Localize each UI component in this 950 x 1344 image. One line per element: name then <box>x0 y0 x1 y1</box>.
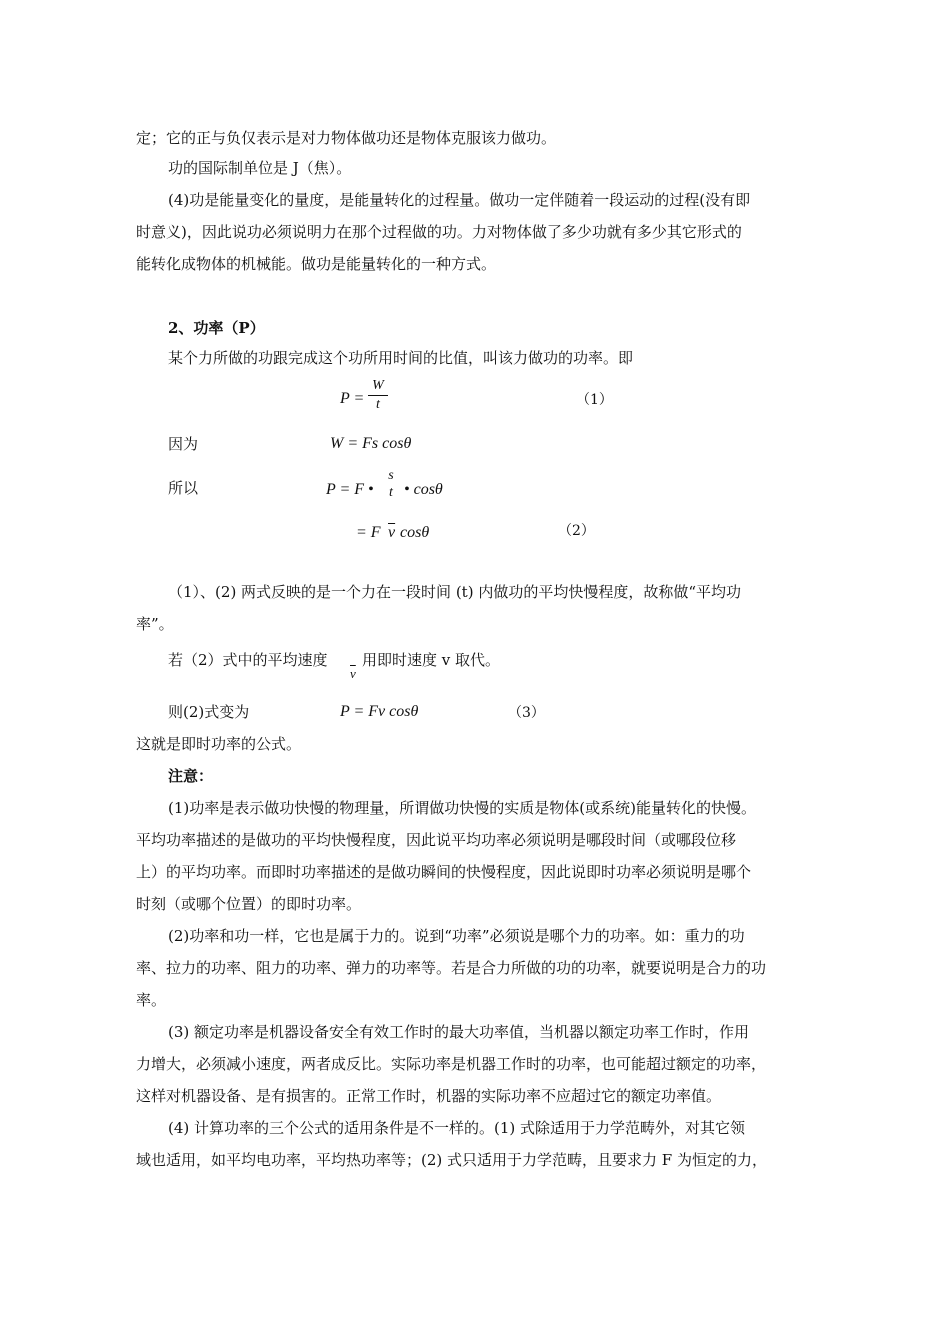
formula-5: P = Fv cosθ <box>340 703 419 720</box>
text-line: 时意义)，因此说功必须说明力在那个过程做的功。力对物体做了多少功就有多少其它形式的 <box>136 223 742 241</box>
vbar-symbol: $\overline{v}$ <box>350 666 356 681</box>
note-heading: 注意： <box>168 767 214 785</box>
formula-4-tag: （2） <box>558 523 595 539</box>
text-line: 率、拉力的功率、阻力的功率、弹力的功率等。若是合力所做的功的功率，就要说明是合力的功 <box>136 959 767 977</box>
formula-1-fraction <box>368 378 388 413</box>
formula-3-fraction <box>383 468 399 501</box>
text-line: (4)功是能量变化的量度，是能量转化的过程量。做功一定伴随着一段运动的过程(没有即 <box>168 191 751 209</box>
text-line: 用即时速度 v 取代。 <box>362 651 501 669</box>
text-line: （1）、(2) 两式反映的是一个力在一段时间 (t) 内做功的平均快慢程度，故称做“平均功 <box>168 583 741 601</box>
formula-4-lhs: = F <box>356 524 381 541</box>
formula-3-denominator: t <box>389 485 393 500</box>
formula-3-lhs: P = F • <box>326 481 374 498</box>
formula-1-lhs: P = <box>340 390 365 407</box>
text-line: 能转化成物体的机械能。做功是能量转化的一种方式。 <box>136 255 497 273</box>
formula-1-tag: （1） <box>576 392 613 408</box>
formula-5-tag: （3） <box>508 705 545 721</box>
text-line: 则(2)式变为 <box>168 703 250 721</box>
text-line: 所以 <box>168 479 199 497</box>
text-line: (4) 计算功率的三个公式的适用条件是不一样的。(1) 式除适用于力学范畴外，对其它领 <box>168 1119 746 1137</box>
text-line: 率”。 <box>136 615 174 633</box>
formula-4-rhs: cosθ <box>400 524 430 541</box>
formula-3-rhs: • cosθ <box>404 481 443 498</box>
text-line: 某个力所做的功跟完成这个功所用时间的比值，叫该力做功的功率。即 <box>168 349 634 367</box>
text-line: 这就是即时功率的公式。 <box>136 735 302 753</box>
text-line: 率。 <box>136 991 167 1009</box>
text-line: 功的国际制单位是 J（焦）。 <box>168 159 352 177</box>
formula-1-denominator: t <box>376 397 380 412</box>
section-heading: 2、功率（P） <box>168 319 265 337</box>
formula-3-numerator: s <box>388 468 394 483</box>
text-line: 域也适用，如平均电功率，平均热功率等；(2) 式只适用于力学范畴，且要求力 F 为恒定的力， <box>136 1151 767 1169</box>
text-line: 这样对机器设备、是有损害的。正常工作时，机器的实际功率不应超过它的额定功率值。 <box>136 1087 722 1105</box>
formula-1-numerator: W <box>372 378 384 393</box>
text-line: 因为 <box>168 435 199 453</box>
text-line: (1)功率是表示做功快慢的物理量，所谓做功快慢的实质是物体(或系统)能量转化的快慢。 <box>168 799 756 817</box>
formula-4-vbar: $\overline{v}$ <box>388 524 396 541</box>
text-line: 上）的平均功率。而即时功率描述的是做功瞬间的快慢程度，因此说即时功率必须说明是哪个 <box>136 863 752 881</box>
text-line: 若（2）式中的平均速度 <box>168 651 328 669</box>
text-line: 定；它的正与负仅表示是对力物体做功还是物体克服该力做功。 <box>136 129 557 147</box>
text-line: 平均功率描述的是做功的平均快慢程度，因此说平均功率必须说明是哪段时间（或哪段位移 <box>136 831 737 849</box>
text-line: 时刻（或哪个位置）的即时功率。 <box>136 895 362 913</box>
formula-2: W = Fs cosθ <box>330 435 412 452</box>
text-line: 力增大，必须减小速度，两者成反比。实际功率是机器工作时的功率，也可能超过额定的功率， <box>136 1055 767 1073</box>
text-line: (3) 额定功率是机器设备安全有效工作时的最大功率值，当机器以额定功率工作时，作用 <box>168 1023 750 1041</box>
text-line: (2)功率和功一样，它也是属于力的。说到“功率”必须说是哪个力的功率。如：重力的功 <box>168 927 745 945</box>
